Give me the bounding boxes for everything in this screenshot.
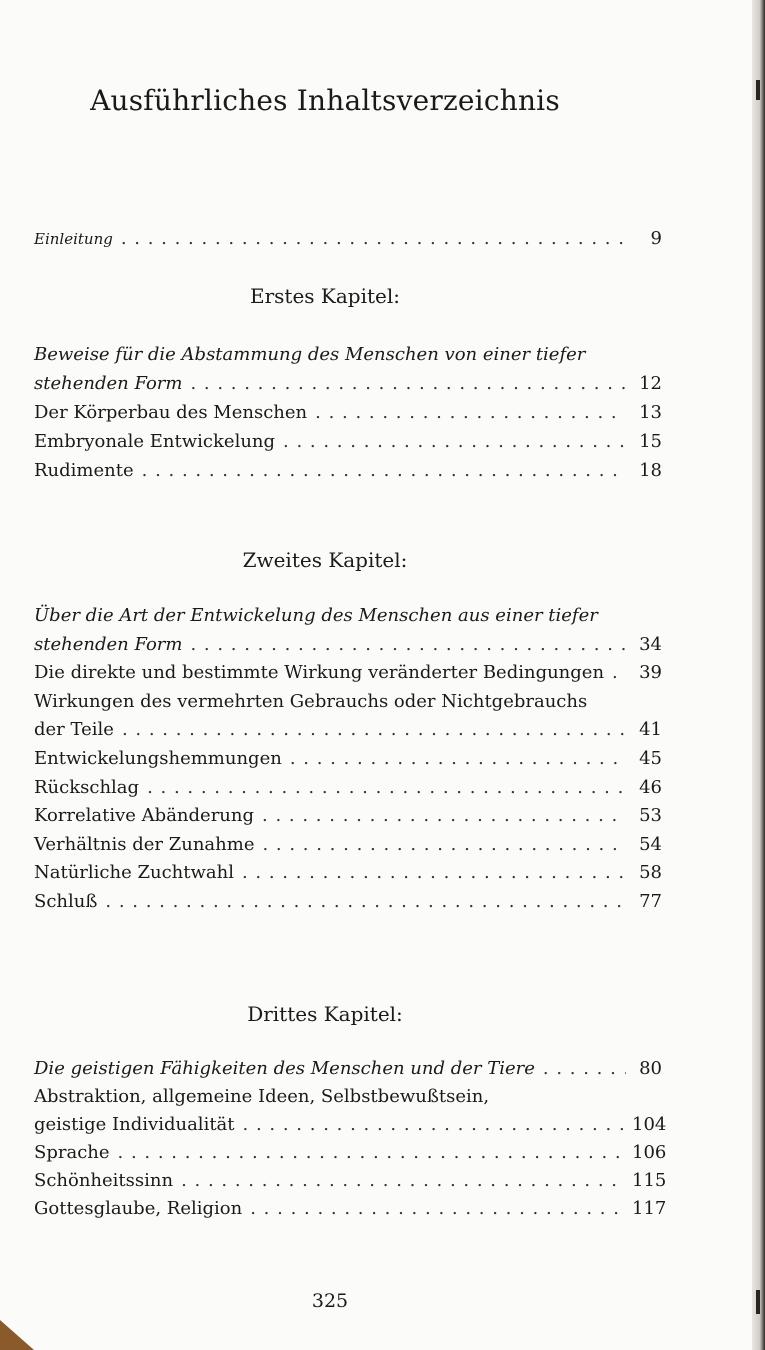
toc-page-number: 9 (650, 228, 662, 249)
toc-entry (34, 373, 662, 394)
toc-page-number: 12 (639, 373, 662, 394)
toc-entry-text: Einleitung (34, 230, 113, 248)
leader-dots (243, 1114, 626, 1135)
page-number: 325 (311, 1290, 349, 1312)
toc-entry (34, 1170, 667, 1191)
toc-entry (34, 344, 662, 365)
toc-entry (34, 662, 662, 683)
toc-page-number: 53 (639, 805, 662, 826)
toc-entry (34, 1114, 667, 1135)
toc-entry-text: Korrelative Abänderung (34, 805, 255, 826)
leader-dots (242, 862, 626, 883)
toc-page-number: 80 (639, 1058, 662, 1079)
leader-dots (543, 1058, 626, 1079)
toc-entry-text: stehenden Form (34, 373, 183, 394)
chapter-heading-1: Erstes Kapitel: (250, 284, 400, 308)
leader-dots (612, 662, 626, 683)
leader-dots (190, 634, 626, 655)
toc-entry (34, 460, 662, 481)
toc-page-number: 39 (639, 662, 662, 683)
toc-entry-text: Schluß (34, 891, 98, 912)
toc-entry-text: geistige Individualität (34, 1114, 235, 1135)
toc-page-number: 106 (632, 1142, 667, 1163)
chapter-heading-3: Drittes Kapitel: (247, 1002, 403, 1026)
leader-dots (262, 834, 626, 855)
toc-page-number: 77 (639, 891, 662, 912)
leader-dots (290, 748, 626, 769)
toc-entry (34, 862, 662, 883)
toc-entry (34, 634, 662, 655)
toc-entry-text: Über die Art der Entwickelung des Menschen aus einer tiefer (34, 605, 598, 626)
toc-entry-text: Der Körperbau des Menschen (34, 402, 308, 423)
toc-entry-text: Gottesglaube, Religion (34, 1198, 243, 1219)
toc-page-number: 18 (639, 460, 662, 481)
toc-page-number: 117 (632, 1198, 667, 1219)
toc-entry-text: Abstraktion, allgemeine Ideen, Selbstbewußtsein, (34, 1086, 490, 1107)
toc-entry (34, 834, 662, 855)
toc-entry-text: Rückschlag (34, 777, 140, 798)
toc-entry (34, 1058, 662, 1079)
toc-entry-text: Die geistigen Fähigkeiten des Menschen und der Tiere (34, 1058, 535, 1079)
leader-dots (315, 402, 626, 423)
toc-entry-text: stehenden Form (34, 634, 183, 655)
toc-page-number: 115 (632, 1170, 667, 1191)
toc-entry (34, 777, 662, 798)
toc-page-number: 54 (639, 834, 662, 855)
toc-entry (34, 691, 662, 712)
leader-dots (181, 1170, 626, 1191)
leader-dots (262, 805, 626, 826)
toc-entry (34, 1198, 667, 1219)
toc-page-number: 41 (639, 719, 662, 740)
toc-entry-text: Verhältnis der Zunahme (34, 834, 255, 855)
toc-page-number: 46 (639, 777, 662, 798)
leader-dots (121, 228, 626, 249)
leader-dots (118, 1142, 626, 1163)
toc-entry (34, 1086, 662, 1107)
toc-entry-text: Natürliche Zuchtwahl (34, 862, 234, 883)
toc-entry (34, 1142, 667, 1163)
toc-entry (34, 605, 662, 626)
toc-entry-text: Entwickelungshemmungen (34, 748, 282, 769)
leader-dots (190, 373, 626, 394)
toc-entry-text: Beweise für die Abstammung des Menschen von einer tiefer (34, 344, 586, 365)
leader-dots (147, 777, 626, 798)
leader-dots (142, 460, 626, 481)
chapter-heading-2: Zweites Kapitel: (242, 548, 408, 572)
toc-page-number: 13 (639, 402, 662, 423)
toc-entry (34, 891, 662, 912)
leader-dots (250, 1198, 626, 1219)
page-title: Ausführliches Inhaltsverzeichnis (90, 84, 560, 117)
toc-entry-text: Sprache (34, 1142, 110, 1163)
toc-entry-text: Schönheitssinn (34, 1170, 174, 1191)
toc-entry-text: Embryonale Entwickelung (34, 431, 276, 452)
toc-entry (34, 431, 662, 452)
toc-page-number: 45 (639, 748, 662, 769)
leader-dots (105, 891, 626, 912)
toc-entry (34, 719, 662, 740)
leader-dots (283, 431, 626, 452)
toc-entry-intro (34, 228, 662, 249)
toc-entry-text: Wirkungen des vermehrten Gebrauchs oder Nichtgebrauchs (34, 691, 588, 712)
toc-entry (34, 402, 662, 423)
toc-entry-text: Die direkte und bestimmte Wirkung veränderter Bedingungen (34, 662, 605, 683)
toc-entry-text: Rudimente (34, 460, 134, 481)
toc-page-number: 58 (639, 862, 662, 883)
page-edge (752, 0, 765, 1350)
toc-page-number: 104 (632, 1114, 667, 1135)
cover-corner (0, 1320, 34, 1350)
toc-page-number: 34 (639, 634, 662, 655)
toc-entry-text: der Teile (34, 719, 114, 740)
toc-entry (34, 748, 662, 769)
toc-page-number: 15 (639, 431, 662, 452)
toc-entry (34, 805, 662, 826)
leader-dots (122, 719, 626, 740)
